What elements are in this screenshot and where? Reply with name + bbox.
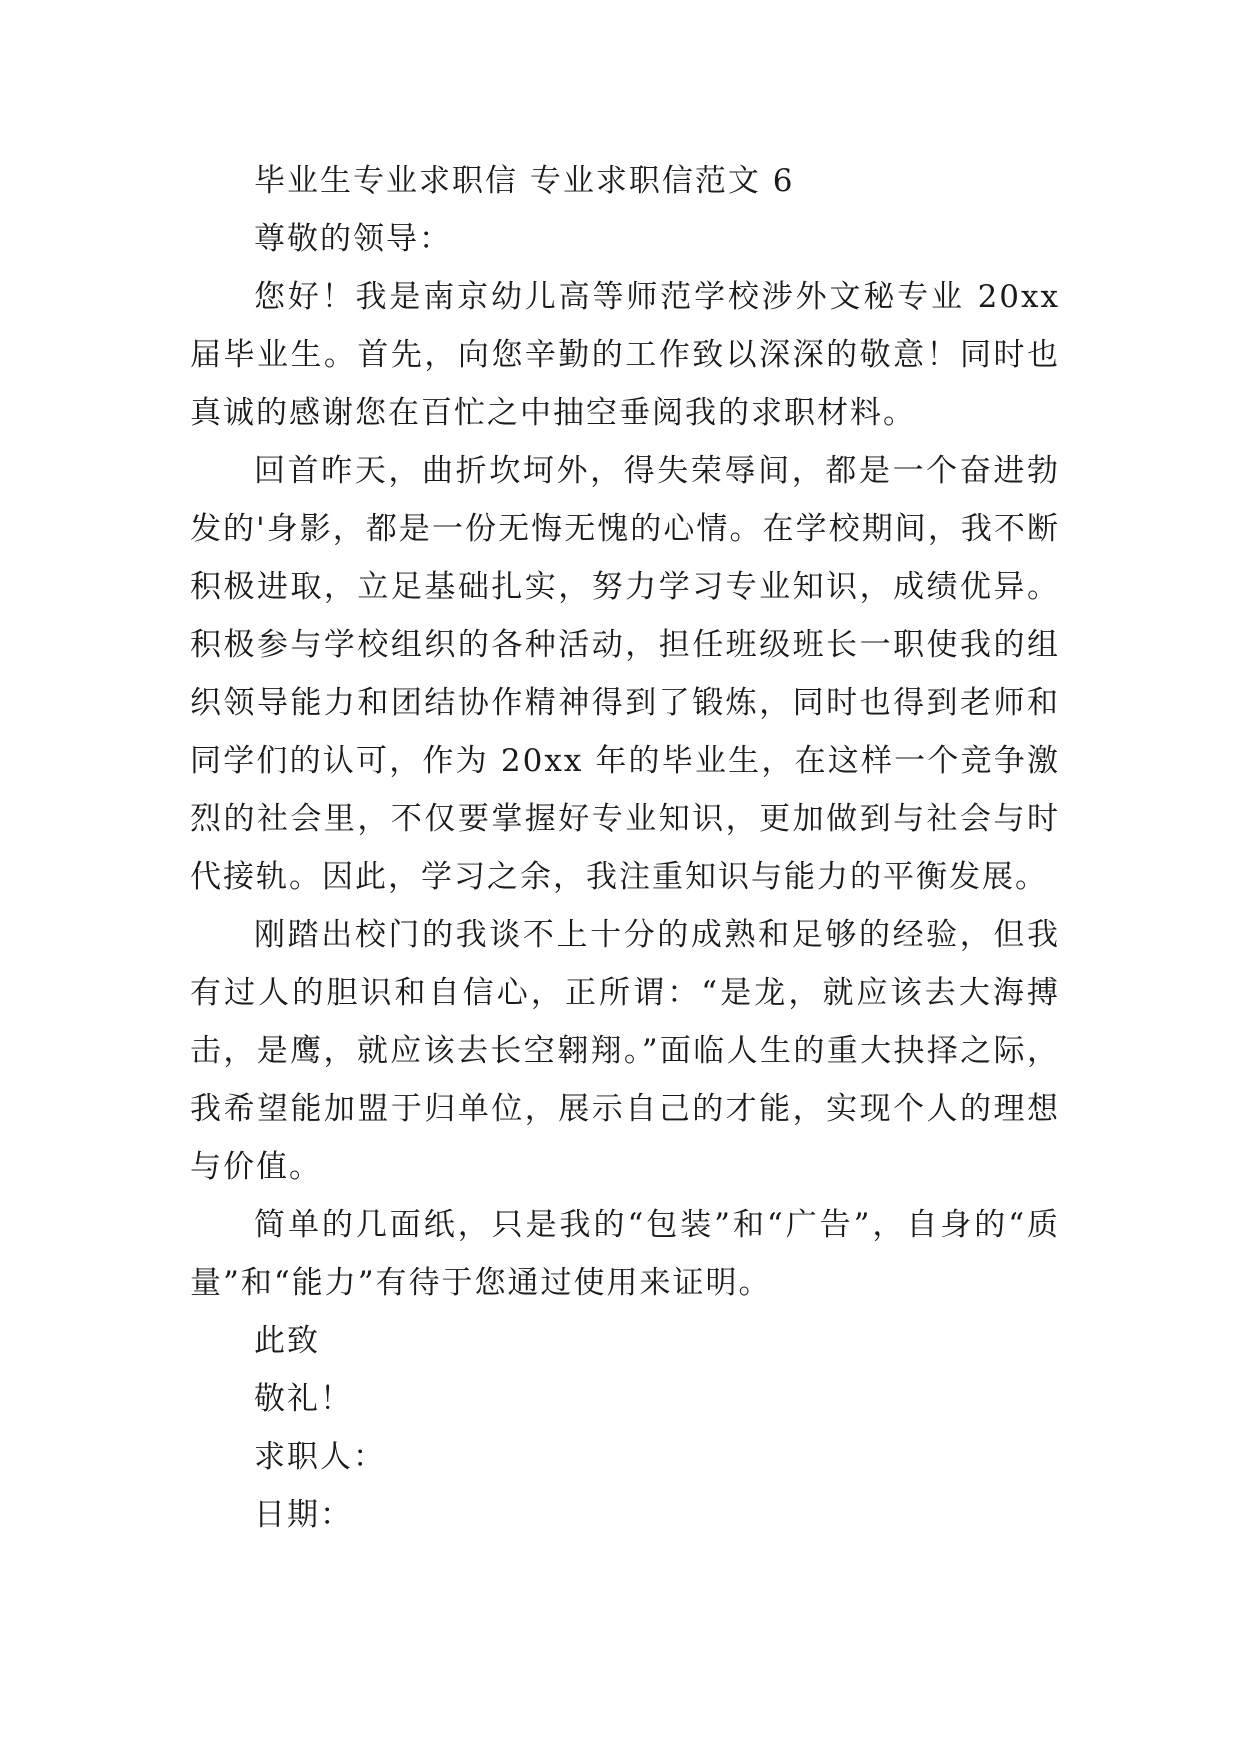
paragraph-aspiration: 刚踏出校门的我谈不上十分的成熟和足够的经验，但我有过人的胆识和自信心，正所谓：“是龙，就应该去大海搏击，是鹰，就应该去长空翱翔。”面临人生的重大抉择之际，我希望能加盟于归单位，展示自己的才能，实现个人的理想与价值。	[190, 917, 1060, 1185]
applicant-label: 求职人：	[254, 1439, 386, 1475]
closing-line-2: 敬礼！	[254, 1381, 353, 1417]
salutation: 尊敬的领导：	[254, 221, 452, 257]
document-title: 毕业生专业求职信 专业求职信范文 6	[254, 163, 795, 199]
paragraph-background: 回首昨天，曲折坎坷外，得失荣辱间，都是一个奋进勃发的'身影，都是一份无悔无愧的心情。在学校期间，我不断积极进取，立足基础扎实，努力学习专业知识，成绩优异。积极参与学校组织的各种活动，担任班级班长一职使我的组织领导能力和团结协作精神得到了锻炼，同时也得到老师和同学们的认可，作为 20xx 年的毕业生，在这样一个竞争激烈的社会里，不仅要掌握好专业知识，更加做到与社会与时代接轨。因此，学习之余，我注重知识与能力的平衡发展。	[190, 453, 1060, 895]
paragraph-closing-remark: 简单的几面纸，只是我的“包装”和“广告”，自身的“质量”和“能力”有待于您通过使用来证明。	[190, 1207, 1060, 1301]
date-label: 日期：	[254, 1497, 353, 1533]
letter-body	[190, 152, 1060, 1544]
closing-line-1: 此致	[254, 1323, 320, 1359]
paragraph-greeting: 您好！我是南京幼儿高等师范学校涉外文秘专业 20xx 届毕业生。首先，向您辛勤的工作致以深深的敬意！同时也真诚的感谢您在百忙之中抽空垂阅我的求职材料。	[190, 279, 1060, 431]
